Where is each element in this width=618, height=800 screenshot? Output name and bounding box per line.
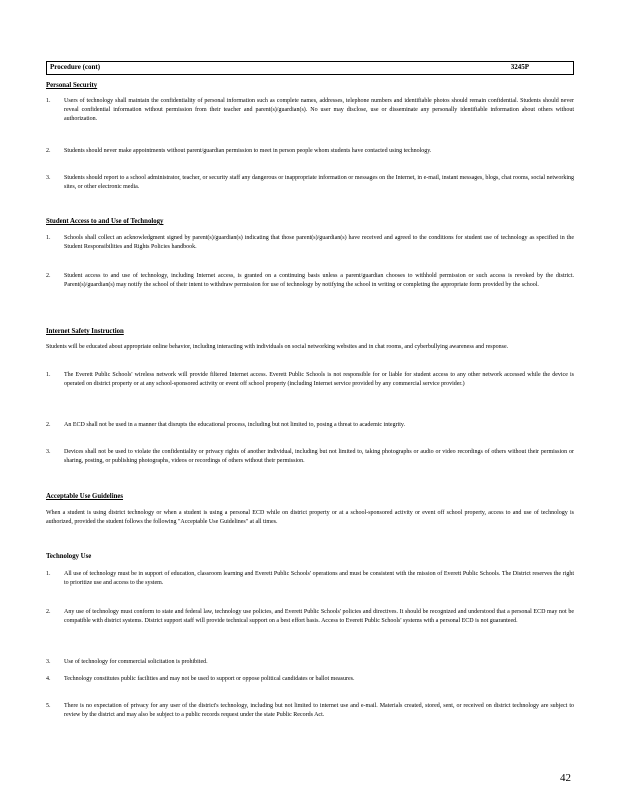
list-item: All use of technology must be in support of education, classroom learning and Everett Public Schools' operations and must be consistent with the mission of Everett Public Schools. The District reserves the right to prioritize use and access to the system. bbox=[64, 571, 574, 587]
list-item: Students should never make appointments without parent/guardian permission to meet in person people whom students have contacted using technology. bbox=[64, 148, 432, 154]
list-item: Students should report to a school administrator, teacher, or security staff any dangerous or inappropriate information or messages on the Internet, in e-mail, instant messages, blogs, chat rooms, social networking sites, or other electronic media. bbox=[64, 175, 574, 191]
item-number: 5. bbox=[46, 703, 51, 709]
item-number: 1. bbox=[46, 571, 51, 577]
list-item: Users of technology shall maintain the confidentiality of personal information such as complete names, addresses, telephone numbers and identifiable photos should remain confidential. Students should never reveal confidential information without permission from their teacher and parent(s)/guardian(s). No user may disclose, use or disseminate any personally identifiable information about others without authorization. bbox=[64, 98, 574, 123]
section-heading-student-access: Student Access to and Use of Technology bbox=[46, 218, 164, 225]
header-title: Procedure (cont) bbox=[50, 63, 101, 71]
section-heading-internet-safety: Internet Safety Instruction bbox=[46, 328, 124, 335]
item-number: 1. bbox=[46, 235, 51, 241]
item-number: 4. bbox=[46, 676, 51, 682]
item-number: 3. bbox=[46, 175, 51, 181]
item-number: 3. bbox=[46, 659, 51, 665]
list-item: Any use of technology must conform to state and federal law, technology use policies, and Everett Public Schools' policies and directives. It should be recognized and understood that a personal ECD may not be compatible with district systems. District support staff will provide technical support on a best effort basis. Access to Everett Public Schools' systems with a personal ECD is not guaranteed. bbox=[64, 609, 574, 625]
procedure-header bbox=[46, 61, 574, 75]
page-number: 42 bbox=[560, 772, 571, 784]
section-heading-personal-security: Personal Security bbox=[46, 82, 98, 89]
list-item: Technology constitutes public facilities and may not be used to support or oppose political candidates or ballot measures. bbox=[64, 676, 355, 682]
list-item: Devices shall not be used to violate the confidentiality or privacy rights of another individual, including but not limited to, taking photographs or audio or video recordings of others without their permission or sharing, posting, or publishing photographs, videos or recordings of others without their permission. bbox=[64, 449, 574, 465]
item-number: 3. bbox=[46, 449, 51, 455]
list-item: There is no expectation of privacy for any user of the district's technology, including but not limited to internet use and e-mail. Materials created, stored, sent, or received on district technology are subject to review by the district and may also be subject to a public records request under the state Public Records Act. bbox=[64, 703, 574, 719]
paragraph: Students will be educated about appropriate online behavior, including interacting with individuals on social networking websites and in chat rooms, and cyberbullying awareness and response. bbox=[46, 344, 509, 350]
section-heading-technology-use: Technology Use bbox=[46, 553, 92, 560]
item-number: 2. bbox=[46, 609, 51, 615]
list-item: Schools shall collect an acknowledgment signed by parent(s)/guardian(s) indicating that those parent(s)/guardian(s) have received and agreed to the conditions for student use of technology as specified in the Student Responsibilities and Rights Policies handbook. bbox=[64, 235, 574, 251]
paragraph: When a student is using district technology or when a student is using a personal ECD while on district property or at a school-sponsored activity or event off school property, access to and use of technology is authorized, provided the student follows the following "Acceptable Use Guidelines" at all times. bbox=[46, 510, 574, 526]
list-item: Use of technology for commercial solicitation is prohibited. bbox=[64, 659, 208, 665]
item-number: 2. bbox=[46, 148, 51, 154]
list-item: Student access to and use of technology, including Internet access, is granted on a continuing basis unless a parent/guardian chooses to withhold permission or such access is revoked by the district. Parent(s)/guardian(s) may notify the school of their intent to withdraw permission for use of technology by notifying the school in writing or completing the appropriate form provided by the school. bbox=[64, 273, 574, 289]
section-heading-acceptable-use: Acceptable Use Guidelines bbox=[46, 493, 124, 500]
list-item: The Everett Public Schools' wireless network will provide filtered Internet access. Everett Public Schools is not responsible for or liable for student access to any other network accessed while the device is operated on district property or at any school-sponsored activity or event off school property (including Internet service provided by any commercial service provider.) bbox=[64, 372, 574, 388]
item-number: 2. bbox=[46, 422, 51, 428]
item-number: 2. bbox=[46, 273, 51, 279]
item-number: 1. bbox=[46, 372, 51, 378]
list-item: An ECD shall not be used in a manner that disrupts the educational process, including but not limited to, posing a threat to academic integrity. bbox=[64, 422, 406, 428]
item-number: 1. bbox=[46, 98, 51, 104]
policy-number: 3245P bbox=[510, 63, 529, 71]
